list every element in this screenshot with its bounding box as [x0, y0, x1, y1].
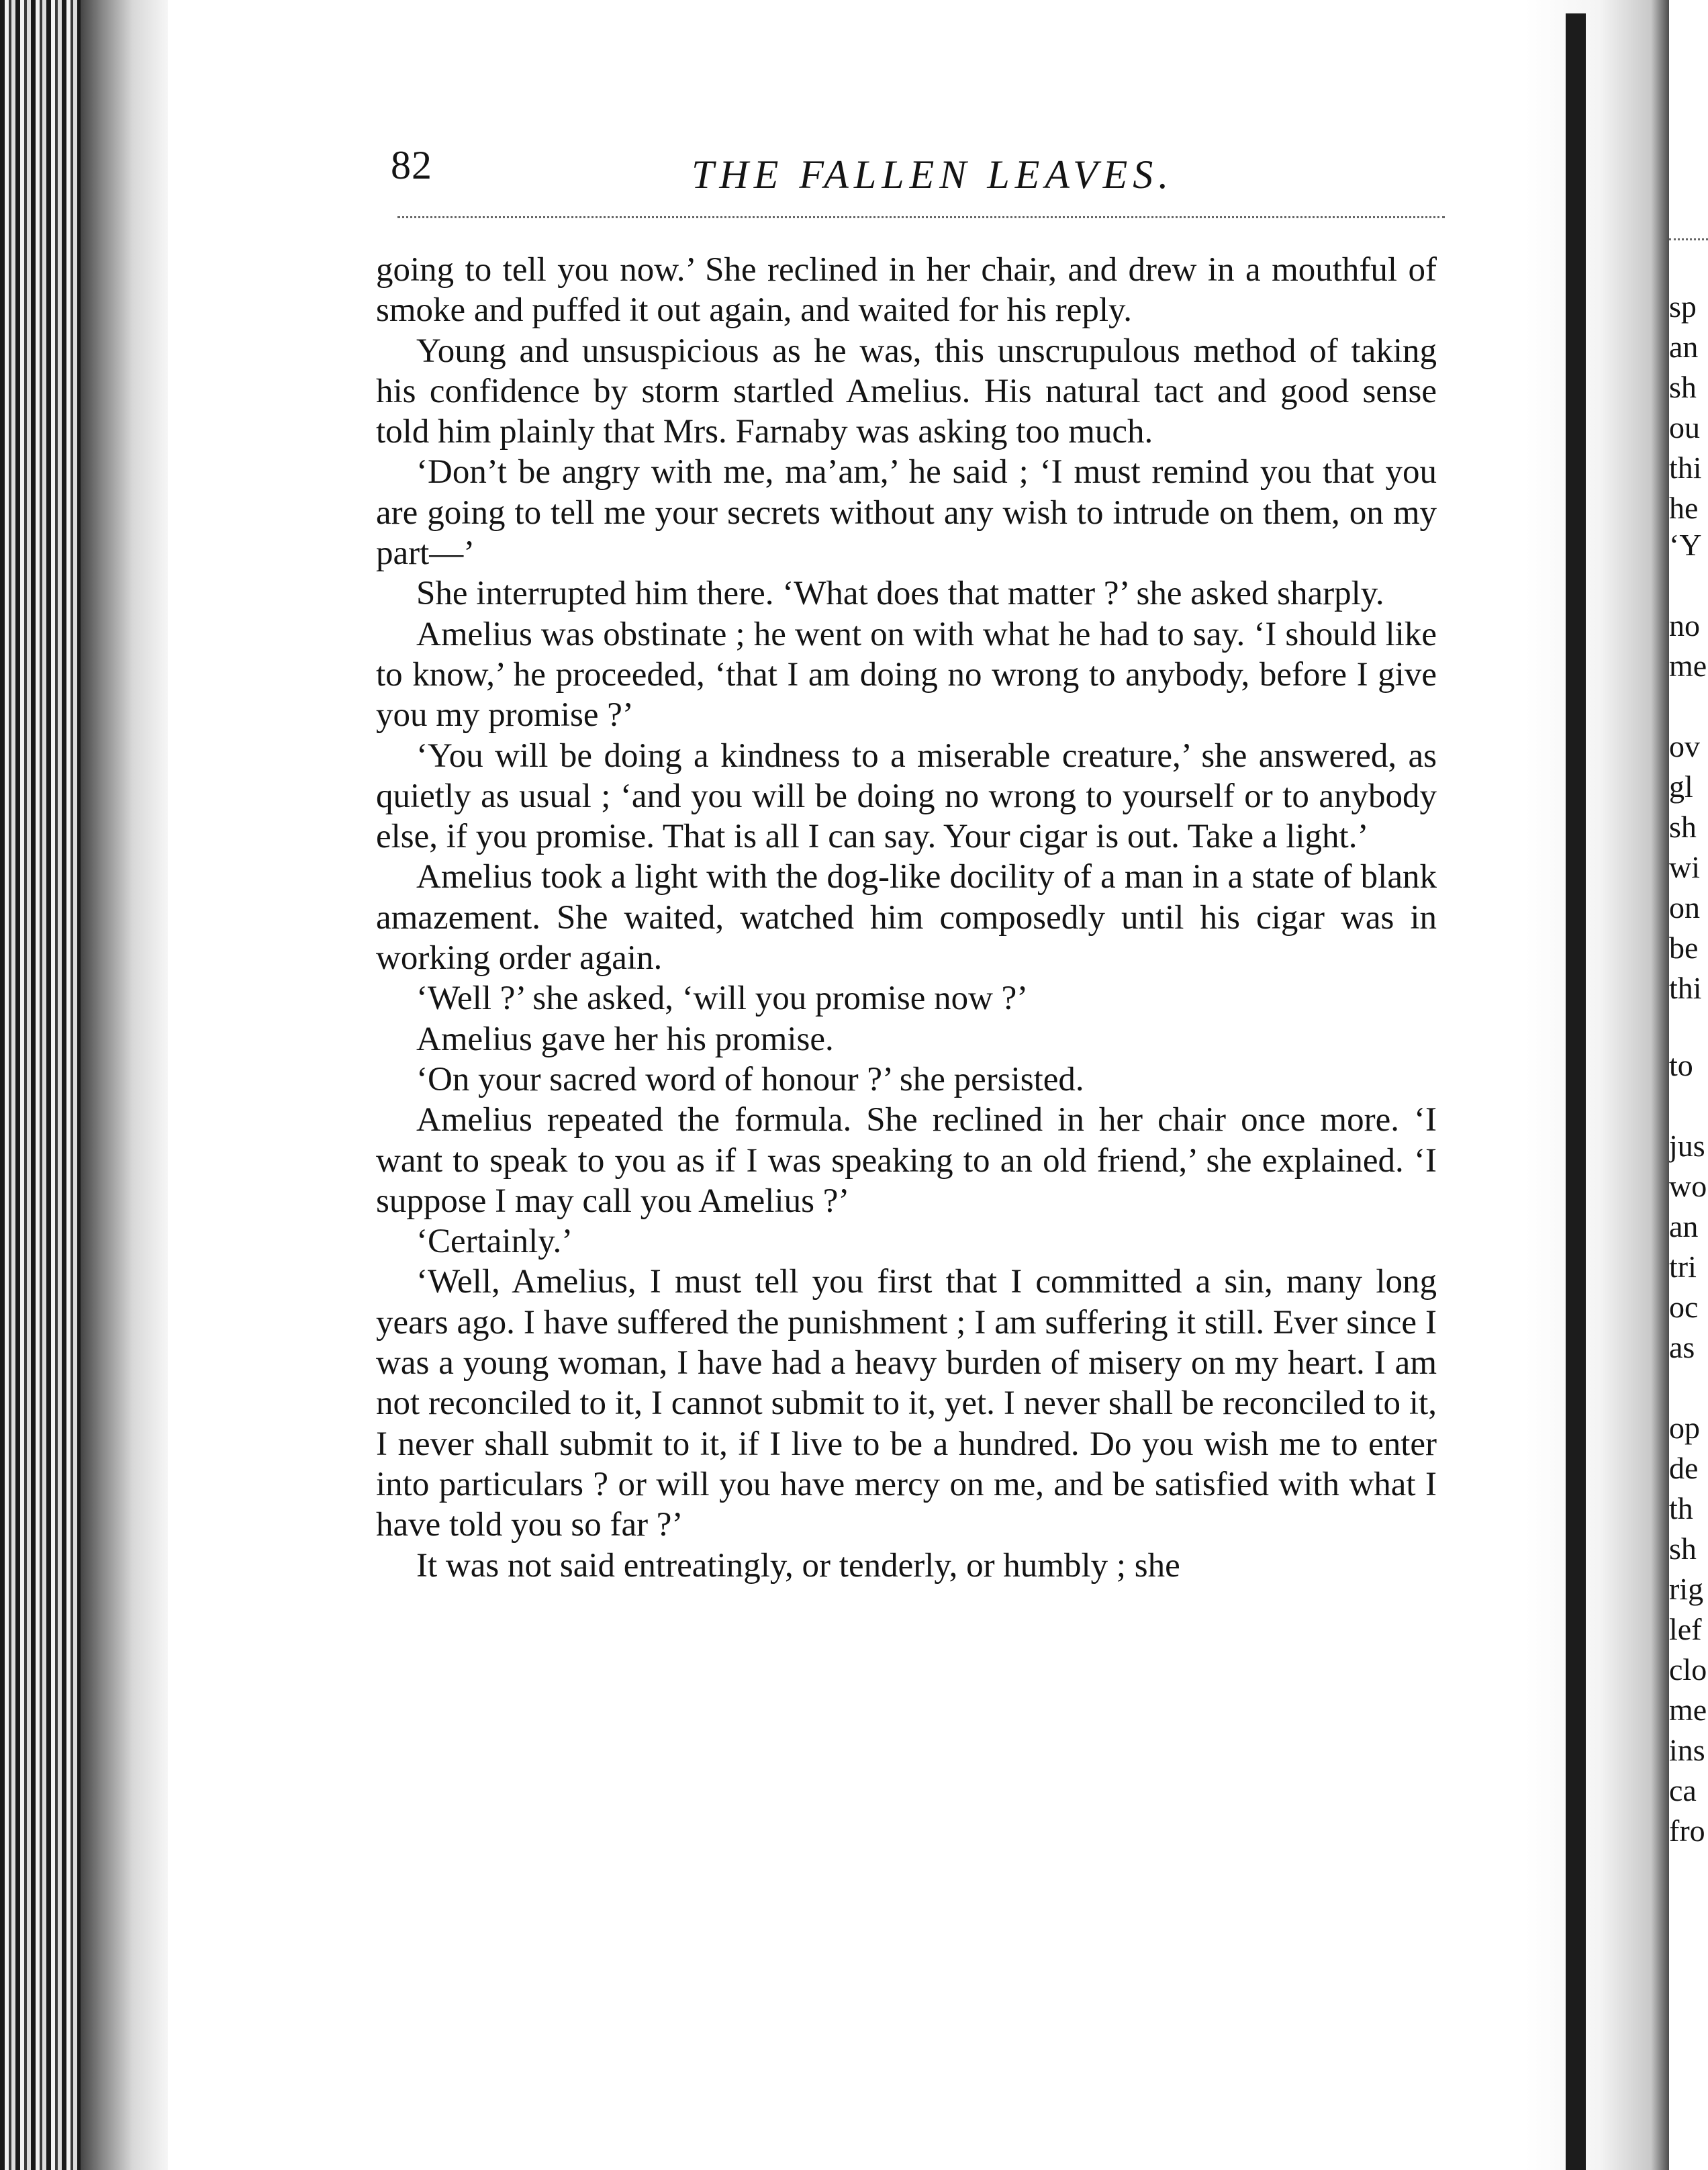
- facing-fragment: ins: [1669, 1733, 1705, 1767]
- running-title: THE FALLEN LEAVES.: [692, 152, 1174, 197]
- facing-fragment: ‘Y: [1669, 528, 1702, 562]
- paragraph: Amelius was obstinate ; he went on with what he had to say. ‘I should like to know,’ he proceeded, ‘that I am doing no wrong to anybody, before I give you my promise ?’: [376, 615, 1437, 735]
- facing-fragment: ou: [1669, 410, 1700, 444]
- paragraph: ‘Certainly.’: [416, 1223, 573, 1261]
- facing-fragment: as: [1669, 1330, 1695, 1364]
- paragraph: ‘On your sacred word of honour ?’ she persisted.: [416, 1060, 1084, 1098]
- paragraph: ‘You will be doing a kindness to a miserable creature,’ she answered, as quietly as usual ; ‘and you will be doing no wrong to yourself or to anybody else, if you promise. That is all I can say. Your cigar is out. Take a light.’: [376, 737, 1437, 856]
- facing-header-rule: [1669, 238, 1708, 240]
- facing-fragment: ov: [1669, 729, 1700, 763]
- book-gutter: [1525, 0, 1673, 2170]
- facing-fragment: gl: [1669, 769, 1693, 804]
- facing-fragment: sp: [1669, 289, 1697, 324]
- body-text: [376, 250, 1437, 1586]
- paragraph: She interrupted him there. ‘What does that matter ?’ she asked sharply.: [416, 575, 1384, 613]
- paragraph: Amelius took a light with the dog-like docility of a man in a state of blank amazement. She waited, watched him composedly until his cigar was in working order again.: [376, 858, 1437, 978]
- page-number: 82: [391, 143, 432, 187]
- facing-fragment: ca: [1669, 1773, 1697, 1807]
- facing-fragment: lef: [1669, 1612, 1702, 1646]
- facing-fragment: jus: [1669, 1129, 1705, 1163]
- paragraph: It was not said entreatingly, or tenderly, or humbly ; she: [416, 1546, 1180, 1585]
- header-rule: [397, 216, 1445, 218]
- facing-fragment: wo: [1669, 1169, 1707, 1203]
- facing-fragment: no: [1669, 608, 1700, 643]
- paragraph: Amelius repeated the formula. She reclined in her chair once more. ‘I want to speak to you as if I was speaking to an old friend,’ she explained. ‘I suppose I may call you Amelius ?’: [376, 1101, 1437, 1220]
- facing-page: [1669, 0, 1708, 2170]
- facing-fragment: thi: [1669, 451, 1702, 485]
- facing-fragment: oc: [1669, 1290, 1699, 1324]
- facing-fragment: sh: [1669, 370, 1697, 404]
- facing-fragment: an: [1669, 1209, 1699, 1243]
- paragraph: ‘Well, Amelius, I must tell you first that I committed a sin, many long years ago. I have suffered the punishment ; I am suffering it still. Ever since I was a young woman, I have had a heavy burden of misery on my heart. I am not reconciled to it, I cannot submit to it, yet. I never shall be reconciled to it, I never shall submit to it, if I live to be a hundred. Do you wish me to enter into particulars ? or will you have mercy on me, and be satisfied with what I have told you so far ?’: [376, 1263, 1437, 1544]
- facing-fragment: to: [1669, 1048, 1693, 1082]
- paragraph: going to tell you now.’ She reclined in her chair, and drew in a mouthful of smoke and puffed it out again, and waited for his reply.: [376, 251, 1437, 330]
- paragraph: Young and unsuspicious as he was, this unscrupulous method of taking his confidence by storm startled Amelius. His natural tact and good sense told him plainly that Mrs. Farnaby was asking too much.: [376, 332, 1437, 451]
- facing-fragment: rig: [1669, 1572, 1704, 1606]
- facing-fragment: th: [1669, 1491, 1693, 1525]
- facing-fragment: tri: [1669, 1249, 1697, 1284]
- facing-fragment: be: [1669, 931, 1699, 965]
- binding-shadow: [1566, 13, 1586, 2170]
- facing-fragment: me: [1669, 649, 1707, 683]
- facing-fragment: sh: [1669, 1531, 1697, 1566]
- facing-fragment: thi: [1669, 971, 1702, 1005]
- facing-fragment: clo: [1669, 1652, 1707, 1687]
- page-edges: [0, 0, 168, 2170]
- facing-fragment: me: [1669, 1693, 1707, 1727]
- facing-fragment: on: [1669, 890, 1700, 925]
- facing-fragment: fro: [1669, 1813, 1705, 1848]
- facing-fragment: he: [1669, 491, 1699, 525]
- paragraph: ‘Well ?’ she asked, ‘will you promise now ?’: [416, 980, 1029, 1018]
- facing-fragment: an: [1669, 330, 1699, 364]
- paragraph: ‘Don’t be angry with me, ma’am,’ he said ; ‘I must remind you that you are going to tell me your secrets without any wish to intrude on them, on my part—’: [376, 453, 1437, 573]
- paragraph: Amelius gave her his promise.: [416, 1020, 834, 1058]
- facing-fragment: wi: [1669, 850, 1700, 884]
- facing-fragment: de: [1669, 1451, 1699, 1485]
- facing-fragment: sh: [1669, 810, 1697, 844]
- facing-fragment: op: [1669, 1411, 1700, 1445]
